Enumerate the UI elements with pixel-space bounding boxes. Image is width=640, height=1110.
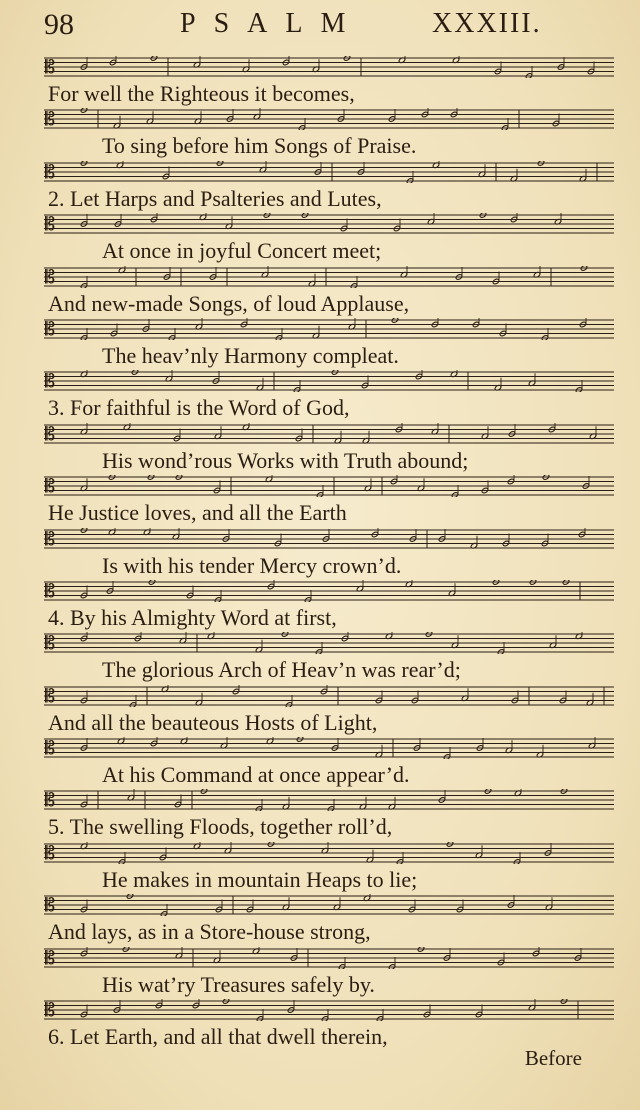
- lyric-line: His wat’ry Treasures safely by.: [102, 971, 375, 997]
- svg-text:𝄡: 𝄡: [45, 423, 56, 445]
- music-systems: [0, 56, 640, 1051]
- lyric-line: And all the beauteous Hosts of Light,: [48, 709, 378, 735]
- music-system: [0, 161, 640, 213]
- music-staff: [44, 947, 614, 969]
- music-system: [0, 737, 640, 789]
- svg-text:𝄡: 𝄡: [45, 685, 56, 707]
- svg-text:𝄡: 𝄡: [45, 633, 56, 655]
- music-staff: [44, 161, 614, 183]
- svg-text:𝄡: 𝄡: [45, 318, 56, 340]
- music-staff: [44, 56, 614, 78]
- music-system: [0, 685, 640, 737]
- music-system: [0, 56, 640, 108]
- music-staff: [44, 370, 614, 392]
- lyric-line: To sing before him Songs of Praise.: [102, 133, 417, 159]
- music-staff: [44, 423, 614, 445]
- music-staff: [44, 108, 614, 130]
- music-system: [0, 318, 640, 370]
- music-system: [0, 999, 640, 1051]
- lyric-line: 5. The swelling Floods, together roll’d,: [48, 814, 393, 840]
- music-staff: [44, 999, 614, 1021]
- svg-text:𝄡: 𝄡: [45, 109, 56, 131]
- music-system: [0, 475, 640, 527]
- svg-text:𝄡: 𝄡: [45, 161, 56, 183]
- svg-text:𝄡: 𝄡: [45, 371, 56, 393]
- music-system: [0, 580, 640, 632]
- running-title: PSALM: [180, 8, 364, 39]
- lyric-line: He Justice loves, and all the Earth: [48, 500, 347, 526]
- lyric-line: The heav’nly Harmony compleat.: [102, 342, 399, 368]
- svg-text:𝄡: 𝄡: [45, 947, 56, 969]
- lyric-line: 2. Let Harps and Psalteries and Lutes,: [48, 185, 382, 211]
- music-staff: [44, 318, 614, 340]
- music-system: [0, 108, 640, 160]
- lyric-line: Is with his tender Mercy crown’d.: [102, 552, 402, 578]
- music-staff: [44, 528, 614, 550]
- svg-text:𝄡: 𝄡: [45, 790, 56, 812]
- music-staff: [44, 632, 614, 654]
- lyric-line: He makes in mountain Heaps to lie;: [102, 866, 418, 892]
- music-staff: [44, 685, 614, 707]
- lyric-line: 6. Let Earth, and all that dwell therein,: [48, 1024, 388, 1050]
- page-number: 98: [44, 8, 74, 41]
- music-system: [0, 947, 640, 999]
- music-system: [0, 632, 640, 684]
- lyric-line: At once in joyful Concert meet;: [102, 238, 382, 264]
- lyric-line: His wond’rous Works with Truth abound;: [102, 447, 469, 473]
- lyric-line: And lays, as in a Store-house strong,: [48, 919, 371, 945]
- lyric-line: The glorious Arch of Heav’n was rear’d;: [102, 657, 461, 683]
- svg-text:𝄡: 𝄡: [45, 57, 56, 78]
- music-system: [0, 423, 640, 475]
- lyric-line: 4. By his Almighty Word at first,: [48, 604, 337, 630]
- psalm-number: XXXIII.: [432, 8, 542, 39]
- music-staff: [44, 580, 614, 602]
- music-system: [0, 370, 640, 422]
- music-system: [0, 213, 640, 265]
- page-header: [0, 6, 640, 46]
- music-staff: [44, 266, 614, 288]
- music-staff: [44, 789, 614, 811]
- svg-text:𝄡: 𝄡: [45, 580, 56, 602]
- lyric-line: And new-made Songs, of loud Applause,: [48, 290, 410, 316]
- svg-text:𝄡: 𝄡: [45, 528, 56, 550]
- svg-text:𝄡: 𝄡: [45, 1000, 56, 1022]
- music-staff: [44, 842, 614, 864]
- catchword: Before: [524, 1046, 582, 1070]
- music-system: [0, 266, 640, 318]
- svg-text:𝄡: 𝄡: [45, 842, 56, 864]
- svg-text:𝄡: 𝄡: [45, 266, 56, 288]
- svg-text:𝄡: 𝄡: [45, 214, 56, 236]
- music-system: [0, 789, 640, 841]
- music-staff: [44, 213, 614, 235]
- music-system: [0, 894, 640, 946]
- svg-text:𝄡: 𝄡: [45, 895, 56, 917]
- music-staff: [44, 475, 614, 497]
- lyric-line: 3. For faithful is the Word of God,: [48, 395, 350, 421]
- music-staff: [44, 894, 614, 916]
- lyric-line: For well the Righteous it becomes,: [48, 81, 355, 106]
- lyric-line: At his Command at once appear’d.: [102, 762, 410, 788]
- music-system: [0, 528, 640, 580]
- svg-text:𝄡: 𝄡: [45, 738, 56, 760]
- svg-text:𝄡: 𝄡: [45, 476, 56, 498]
- music-system: [0, 842, 640, 894]
- music-staff: [44, 737, 614, 759]
